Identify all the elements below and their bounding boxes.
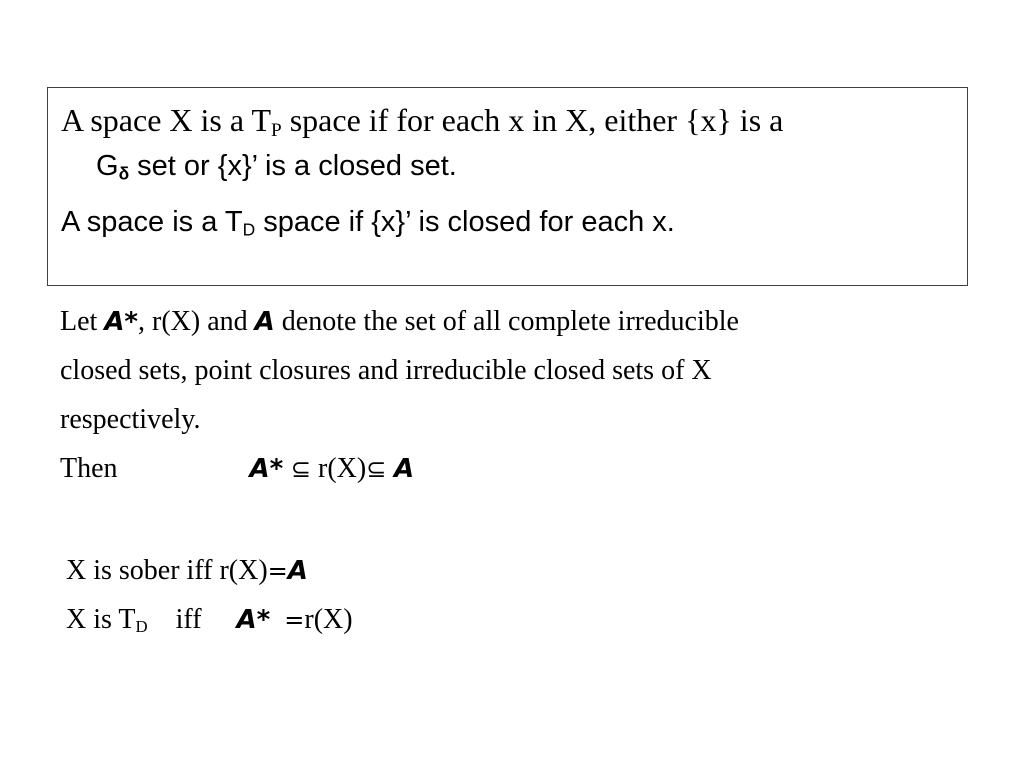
sober-line (66, 555, 308, 587)
subset-icon: ⊆ (283, 455, 311, 483)
sober-text: X is sober iff r(X) (66, 555, 268, 586)
then-label: Then (60, 453, 118, 484)
let-mid: , r(X) and (138, 306, 255, 337)
td-iff-start: X is T (66, 604, 136, 635)
tp-definition-line2 (96, 150, 457, 183)
td-iff-line (66, 604, 353, 636)
a-symbol: A (254, 307, 275, 337)
definition-box (47, 87, 968, 286)
rx-text: r(X) (304, 604, 353, 635)
a-symbol: A (393, 454, 415, 484)
a-symbol: A (287, 556, 308, 586)
rx-text: r(X) (311, 453, 367, 484)
a-star-symbol: A* (104, 307, 139, 337)
then-line (60, 453, 414, 485)
delta-subscript: δ (118, 163, 130, 184)
td-iff-subscript: D (135, 617, 148, 637)
tp-subscript: P (271, 119, 282, 141)
td-definition (61, 206, 675, 239)
a-star-symbol: A* (249, 454, 284, 484)
respectively-line: respectively. (60, 404, 201, 435)
td-iff-text: iff (147, 604, 237, 635)
td-text-start: A space is a T (61, 206, 243, 238)
let-prefix: Let (60, 306, 105, 337)
closed-sets-line: closed sets, point closures and irreducible closed sets of X (60, 355, 712, 386)
td-iff-gap (270, 604, 284, 635)
equals-icon: = (284, 606, 305, 634)
tp-text-end: set or {x}’ is a closed set. (129, 150, 457, 182)
let-line (60, 306, 739, 338)
let-suffix: denote the set of all complete irreducible (274, 306, 739, 337)
a-star-symbol: A* (236, 605, 271, 635)
td-text-rest: space if {x}’ is closed for each x. (255, 206, 675, 238)
tp-text-rest: space if for each x in X, either {x} is a (281, 102, 784, 138)
td-subscript: D (242, 219, 256, 240)
subset-icon: ⊆ (366, 455, 394, 483)
equals-icon: = (267, 557, 288, 585)
tp-text-start: A space X is a T (61, 102, 272, 138)
tp-definition-line1 (61, 102, 783, 139)
g-letter: G (96, 150, 119, 182)
